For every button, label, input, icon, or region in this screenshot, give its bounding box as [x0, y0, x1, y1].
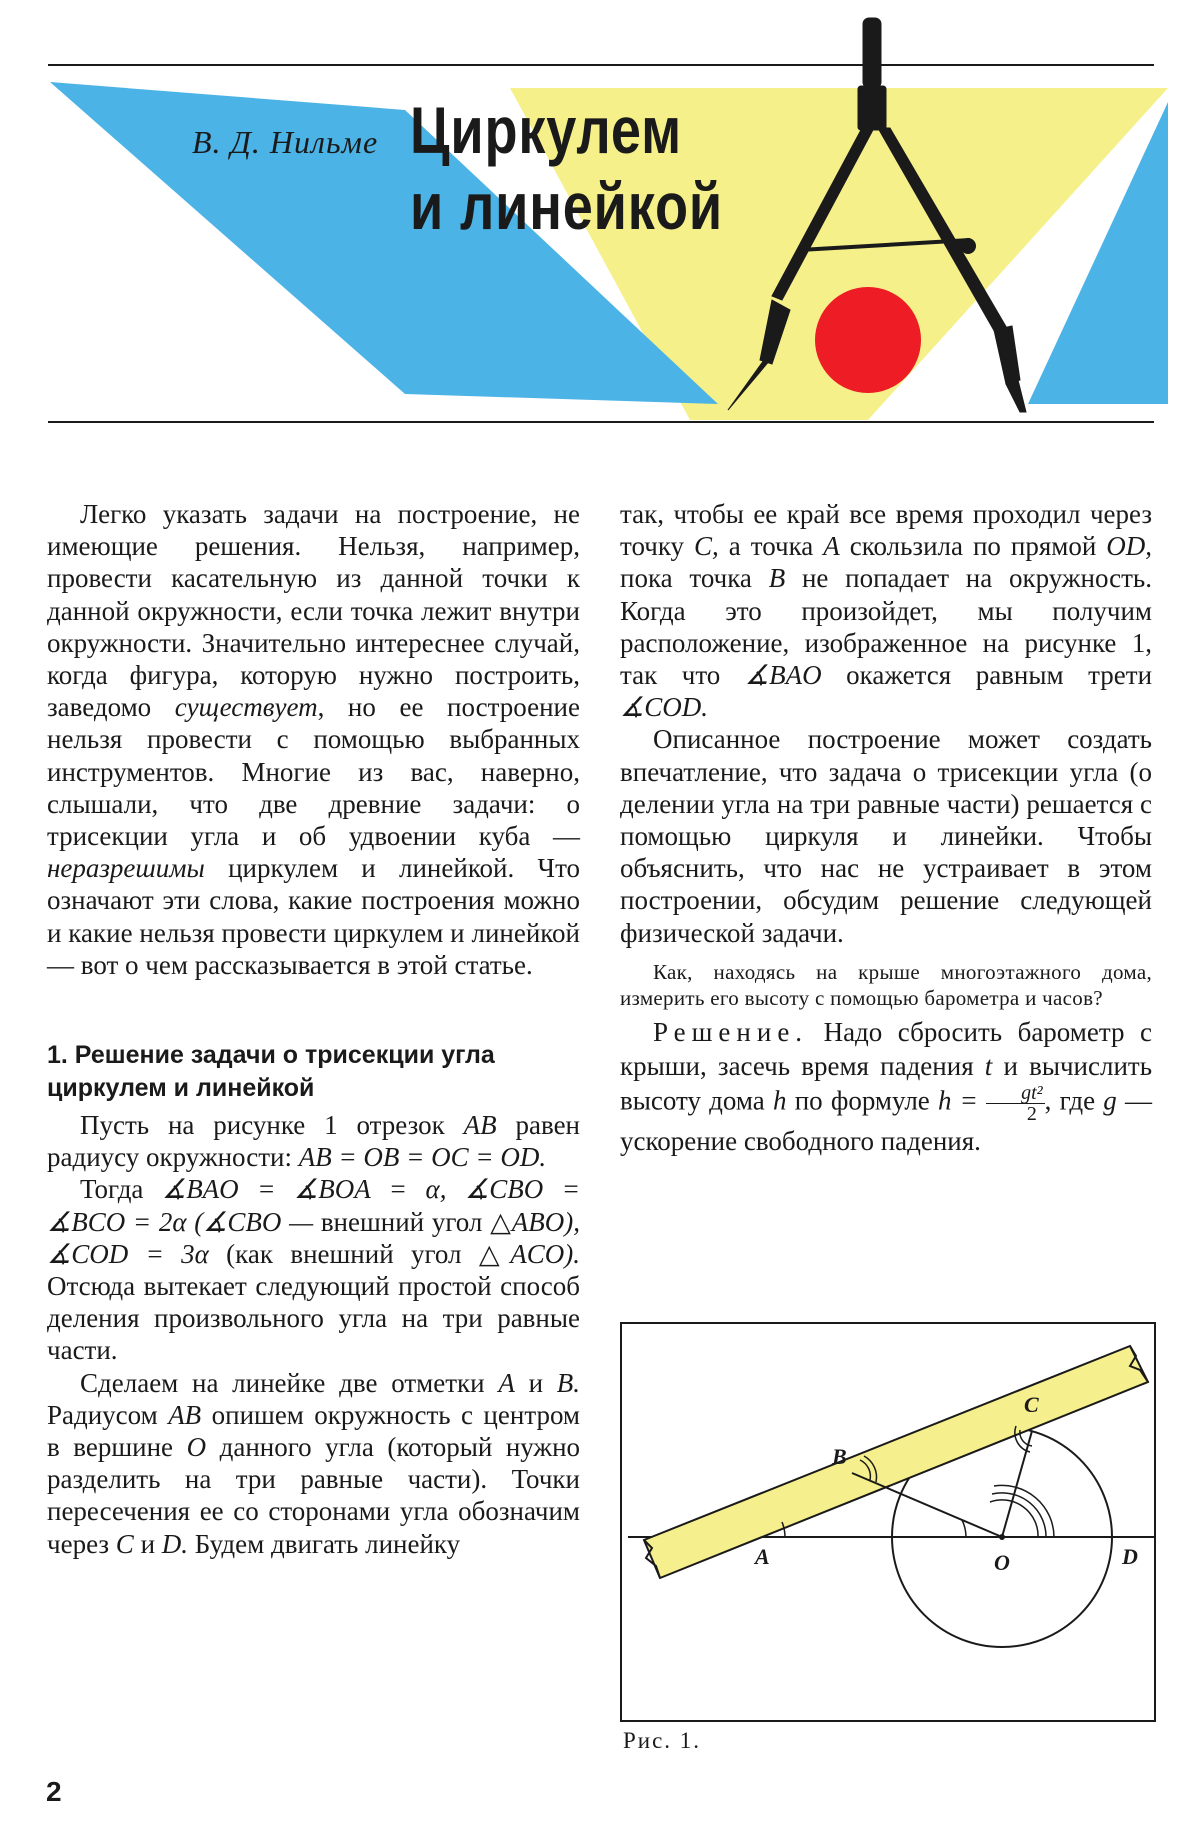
author-name: В. Д. Нильме: [192, 124, 379, 160]
red-circle: [815, 287, 921, 393]
intro-paragraph: Легко указать задачи на построение, не имеющие решения. Нельзя, например, провести касательную из данной точки к данной окружности, если точка лежит внутри окружности. Значительно интереснее случай, когда фигура, которую нужно построить, заведомо существует, но ее построение нельзя провести с помощью выбранных инструментов. Многие из вас, наверно, слышали, что две древние задачи: о трисекции угла и об удвоении куба — неразрешимы циркулем и линейкой. Что означают эти слова, какие построения можно и какие нельзя провести циркулем и линейкой — вот о чем рассказывается в этой статье.: [47, 499, 581, 980]
ruler: [644, 1346, 1148, 1578]
solution-paragraph: Решение. Надо сбросить барометр с крыши, засечь время падения t и вычислить высоту дома h по формуле h = $\frac{\text{gt²}}{2}$ , где g — ускорение свободного падения.: [620, 1016, 1153, 1156]
left-column: [47, 498, 580, 1560]
formula-fraction: $\frac{\text{gt²}}{2}$: [986, 1083, 1045, 1124]
title-line-2: и линейкой: [410, 169, 723, 243]
right-paragraph-2: Описанное построение может создать впечатление, что задача о трисекции угла (о делении угла на три равные части) решается с помощью циркуля и линейки. Чтобы объяснить, что нас не устраивает в этом построении, обсудим решение следующей физической задачи.: [620, 724, 1152, 948]
paragraph-2: Пусть на рисунке 1 отрезок AB равен радиусу окружности: AB = OB = OC = OD.: [47, 1110, 581, 1173]
physics-problem: Как, находясь на крыше многоэтажного дома, измерить его высоту с помощью барометра и часов?: [620, 959, 1152, 1010]
solution-label: Решение.: [653, 1016, 809, 1047]
right-paragraph-1: так, чтобы ее край все время проходил через точку C, а точка A скользила по прямой OD, пока точка B не попадает на окружность. Когда это произойдет, мы получим расположение, изображенное на рисунке 1, так что ∡BAO окажется равным трети ∡COD.: [620, 499, 1153, 723]
bottom-rule: [48, 421, 1154, 423]
paragraph-4: Сделаем на линейке две отметки A и B. Радиусом AB опишем окружность с центром в вершине O данного угла (который нужно разделить на три равные части). Точки пересечения ее со сторонами угла обозначим через C и D. Будем двигать линейку: [47, 1367, 581, 1559]
title-line-1: Циркулем: [410, 93, 682, 167]
emphasis-exists: существует: [174, 692, 318, 723]
angle-cod-mark: [990, 1500, 1038, 1537]
label-c: C: [1024, 1392, 1039, 1417]
label-d: D: [1122, 1544, 1138, 1569]
label-b: B: [832, 1444, 847, 1469]
figure-caption: Рис. 1.: [623, 1728, 702, 1753]
label-a: A: [755, 1544, 770, 1569]
paragraph-3: Тогда ∡BAO = ∡BOA = α, ∡CBO = ∡BCO = 2α (∡CBO — внешний угол △ABO), ∡COD = 3α (как внешний угол △ACO). Отсюда вытекает следующий простой способ деления произвольного угла на три равные части.: [47, 1174, 581, 1366]
angle-o-mark: [962, 1520, 966, 1537]
article-title: [410, 92, 723, 244]
section-title: 1. Решение задачи о трисекции угла циркулем и линейкой: [47, 1041, 495, 1103]
segment-co: [1002, 1431, 1032, 1537]
label-o: O: [994, 1550, 1010, 1575]
point-o: [999, 1534, 1005, 1540]
right-column: [620, 498, 1152, 1158]
emphasis-unsolvable: неразрешимы: [47, 853, 205, 884]
figure-1: [620, 1322, 1156, 1722]
segment-bo: [852, 1473, 1002, 1537]
page-number: 2: [46, 1776, 62, 1807]
